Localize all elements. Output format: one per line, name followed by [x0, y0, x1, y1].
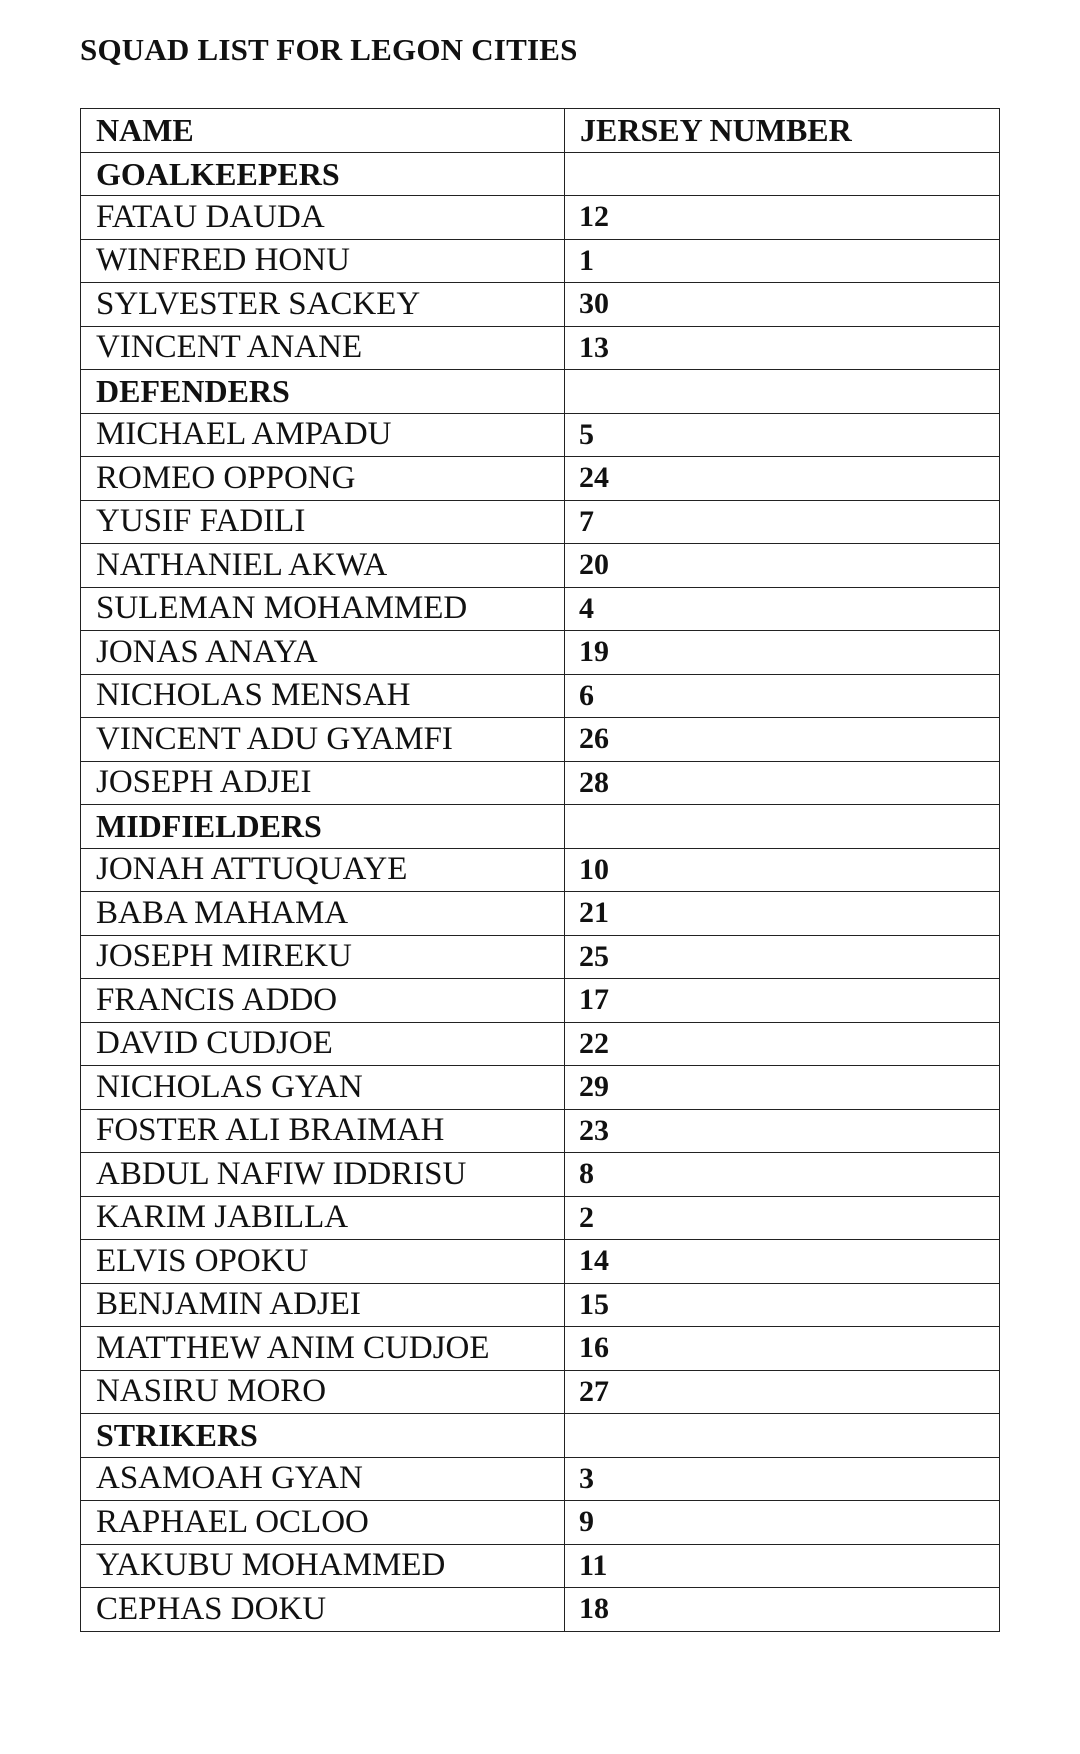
section-empty-cell — [565, 370, 1000, 414]
column-header-jersey-number: JERSEY NUMBER — [565, 109, 1000, 153]
table-row — [81, 1066, 1000, 1110]
player-name: ASAMOAH GYAN — [81, 1457, 565, 1501]
jersey-number: 9 — [565, 1501, 1000, 1545]
section-label: MIDFIELDERS — [81, 805, 565, 849]
table-row — [81, 196, 1000, 240]
table-row — [81, 1370, 1000, 1414]
player-name: YUSIF FADILI — [81, 500, 565, 544]
player-name: SYLVESTER SACKEY — [81, 283, 565, 327]
jersey-number: 13 — [565, 326, 1000, 370]
table-row — [81, 283, 1000, 327]
player-name: ABDUL NAFIW IDDRISU — [81, 1153, 565, 1197]
table-row — [81, 500, 1000, 544]
jersey-number: 11 — [565, 1544, 1000, 1588]
player-name: NICHOLAS GYAN — [81, 1066, 565, 1110]
player-name: ELVIS OPOKU — [81, 1240, 565, 1284]
jersey-number: 25 — [565, 935, 1000, 979]
jersey-number: 21 — [565, 892, 1000, 936]
player-name: JOSEPH ADJEI — [81, 761, 565, 805]
player-name: KARIM JABILLA — [81, 1196, 565, 1240]
player-name: FOSTER ALI BRAIMAH — [81, 1109, 565, 1153]
player-name: SULEMAN MOHAMMED — [81, 587, 565, 631]
player-name: RAPHAEL OCLOO — [81, 1501, 565, 1545]
jersey-number: 5 — [565, 413, 1000, 457]
player-name: FRANCIS ADDO — [81, 979, 565, 1023]
jersey-number: 2 — [565, 1196, 1000, 1240]
player-name: VINCENT ADU GYAMFI — [81, 718, 565, 762]
page-title: SQUAD LIST FOR LEGON CITIES — [80, 32, 578, 67]
jersey-number: 27 — [565, 1370, 1000, 1414]
table-row — [81, 1588, 1000, 1632]
jersey-number: 29 — [565, 1066, 1000, 1110]
table-row — [81, 457, 1000, 501]
section-label: DEFENDERS — [81, 370, 565, 414]
table-row — [81, 761, 1000, 805]
jersey-number: 4 — [565, 587, 1000, 631]
table-row — [81, 718, 1000, 762]
table-row — [81, 544, 1000, 588]
table-row — [81, 1544, 1000, 1588]
jersey-number: 8 — [565, 1153, 1000, 1197]
section-header-row — [81, 1414, 1000, 1458]
table-row — [81, 239, 1000, 283]
jersey-number: 6 — [565, 674, 1000, 718]
player-name: FATAU DAUDA — [81, 196, 565, 240]
table-row — [81, 326, 1000, 370]
jersey-number: 20 — [565, 544, 1000, 588]
player-name: NASIRU MORO — [81, 1370, 565, 1414]
jersey-number: 3 — [565, 1457, 1000, 1501]
section-empty-cell — [565, 805, 1000, 849]
squad-table-body — [81, 109, 1000, 1632]
jersey-number: 24 — [565, 457, 1000, 501]
player-name: JONAS ANAYA — [81, 631, 565, 675]
squad-table — [80, 108, 1000, 1632]
table-row — [81, 1022, 1000, 1066]
table-row — [81, 892, 1000, 936]
jersey-number: 14 — [565, 1240, 1000, 1284]
player-name: NICHOLAS MENSAH — [81, 674, 565, 718]
jersey-number: 19 — [565, 631, 1000, 675]
player-name: WINFRED HONU — [81, 239, 565, 283]
section-header-row — [81, 805, 1000, 849]
player-name: JOSEPH MIREKU — [81, 935, 565, 979]
player-name: NATHANIEL AKWA — [81, 544, 565, 588]
table-header-row — [81, 109, 1000, 153]
player-name: BENJAMIN ADJEI — [81, 1283, 565, 1327]
table-row — [81, 1283, 1000, 1327]
player-name: VINCENT ANANE — [81, 326, 565, 370]
player-name: DAVID CUDJOE — [81, 1022, 565, 1066]
section-header-row — [81, 370, 1000, 414]
table-row — [81, 1501, 1000, 1545]
jersey-number: 22 — [565, 1022, 1000, 1066]
column-header-name: NAME — [81, 109, 565, 153]
table-row — [81, 1327, 1000, 1371]
jersey-number: 28 — [565, 761, 1000, 805]
jersey-number: 16 — [565, 1327, 1000, 1371]
table-row — [81, 979, 1000, 1023]
player-name: MATTHEW ANIM CUDJOE — [81, 1327, 565, 1371]
jersey-number: 1 — [565, 239, 1000, 283]
section-empty-cell — [565, 152, 1000, 196]
table-row — [81, 1196, 1000, 1240]
jersey-number: 15 — [565, 1283, 1000, 1327]
table-row — [81, 413, 1000, 457]
jersey-number: 12 — [565, 196, 1000, 240]
jersey-number: 26 — [565, 718, 1000, 762]
table-row — [81, 848, 1000, 892]
table-row — [81, 674, 1000, 718]
table-row — [81, 1240, 1000, 1284]
player-name: ROMEO OPPONG — [81, 457, 565, 501]
player-name: JONAH ATTUQUAYE — [81, 848, 565, 892]
table-row — [81, 587, 1000, 631]
section-label: GOALKEEPERS — [81, 152, 565, 196]
jersey-number: 17 — [565, 979, 1000, 1023]
jersey-number: 18 — [565, 1588, 1000, 1632]
table-row — [81, 631, 1000, 675]
jersey-number: 7 — [565, 500, 1000, 544]
section-empty-cell — [565, 1414, 1000, 1458]
jersey-number: 23 — [565, 1109, 1000, 1153]
table-row — [81, 1109, 1000, 1153]
table-row — [81, 935, 1000, 979]
jersey-number: 10 — [565, 848, 1000, 892]
player-name: BABA MAHAMA — [81, 892, 565, 936]
player-name: CEPHAS DOKU — [81, 1588, 565, 1632]
section-header-row — [81, 152, 1000, 196]
section-label: STRIKERS — [81, 1414, 565, 1458]
player-name: YAKUBU MOHAMMED — [81, 1544, 565, 1588]
table-row — [81, 1457, 1000, 1501]
player-name: MICHAEL AMPADU — [81, 413, 565, 457]
jersey-number: 30 — [565, 283, 1000, 327]
table-row — [81, 1153, 1000, 1197]
